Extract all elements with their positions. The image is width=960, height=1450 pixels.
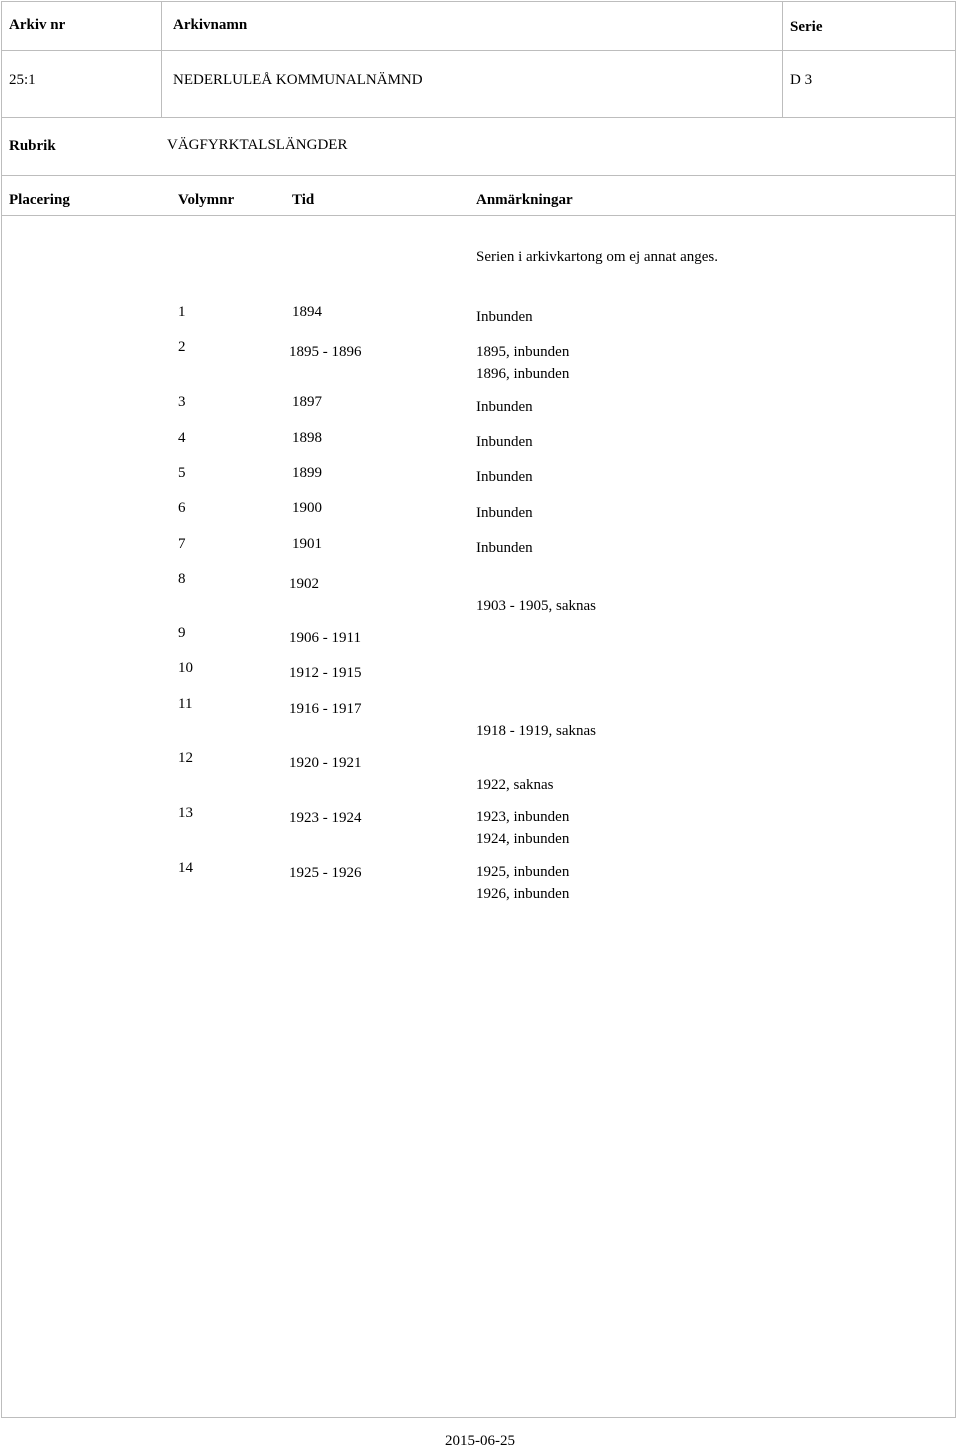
divider xyxy=(1,175,956,176)
volume-period: 1920 - 1921 xyxy=(289,755,362,771)
volume-period: 1898 xyxy=(292,430,322,446)
arkivnamn-label: Arkivnamn xyxy=(173,17,248,33)
divider xyxy=(1,117,956,118)
volume-period: 1900 xyxy=(292,500,322,516)
volume-period: 1897 xyxy=(292,394,322,410)
serie-value: D 3 xyxy=(790,72,813,88)
column-header-placering: Placering xyxy=(9,192,70,208)
series-note: Serien i arkivkartong om ej annat anges. xyxy=(476,249,719,265)
volume-remark: 1925, inbunden 1926, inbunden xyxy=(476,864,570,902)
volume-number: 14 xyxy=(178,860,193,876)
volume-remark: 1923, inbunden 1924, inbunden xyxy=(476,809,570,847)
volume-number: 11 xyxy=(178,696,193,712)
volume-number: 12 xyxy=(178,750,193,766)
document-frame xyxy=(1,1,956,1418)
volume-number: 5 xyxy=(178,465,186,481)
gap-note: 1903 - 1905, saknas xyxy=(476,598,596,614)
column-header-anmarkningar: Anmärkningar xyxy=(476,192,573,208)
arkivnamn-value: NEDERLULEÅ KOMMUNALNÄMND xyxy=(173,72,423,88)
volume-number: 9 xyxy=(178,625,186,641)
divider xyxy=(161,1,162,117)
volume-number: 6 xyxy=(178,500,186,516)
volume-period: 1899 xyxy=(292,465,322,481)
serie-label: Serie xyxy=(790,19,823,35)
rubrik-value: VÄGFYRKTALSLÄNGDER xyxy=(167,137,348,153)
volume-remark: Inbunden xyxy=(476,540,533,556)
volume-period: 1906 - 1911 xyxy=(289,630,361,646)
rubrik-label: Rubrik xyxy=(9,138,56,154)
volume-number: 2 xyxy=(178,339,186,355)
gap-note: 1922, saknas xyxy=(476,777,554,793)
volume-number: 10 xyxy=(178,660,193,676)
divider xyxy=(782,1,783,117)
volume-period: 1902 xyxy=(289,576,319,592)
volume-number: 13 xyxy=(178,805,193,821)
volume-number: 8 xyxy=(178,571,186,587)
gap-note: 1918 - 1919, saknas xyxy=(476,723,596,739)
volume-period: 1901 xyxy=(292,536,322,552)
volume-remark: Inbunden xyxy=(476,399,533,415)
volume-period: 1925 - 1926 xyxy=(289,865,362,881)
volume-remark: Inbunden xyxy=(476,309,533,325)
volume-period: 1895 - 1896 xyxy=(289,344,362,360)
volume-number: 7 xyxy=(178,536,186,552)
arkiv-nr-value: 25:1 xyxy=(9,72,36,88)
column-header-volymnr: Volymnr xyxy=(178,192,235,208)
volume-period: 1923 - 1924 xyxy=(289,810,362,826)
arkiv-nr-label: Arkiv nr xyxy=(9,17,66,33)
volume-remark: 1895, inbunden 1896, inbunden xyxy=(476,344,570,382)
divider xyxy=(1,50,956,51)
column-header-tid: Tid xyxy=(292,192,315,208)
volume-period: 1916 - 1917 xyxy=(289,701,362,717)
volume-remark: Inbunden xyxy=(476,434,533,450)
volume-number: 3 xyxy=(178,394,186,410)
volume-period: 1912 - 1915 xyxy=(289,665,362,681)
divider xyxy=(1,215,956,216)
footer-date: 2015-06-25 xyxy=(445,1433,515,1449)
volume-number: 4 xyxy=(178,430,186,446)
volume-number: 1 xyxy=(178,304,186,320)
volume-remark: Inbunden xyxy=(476,505,533,521)
volume-remark: Inbunden xyxy=(476,469,533,485)
volume-period: 1894 xyxy=(292,304,322,320)
